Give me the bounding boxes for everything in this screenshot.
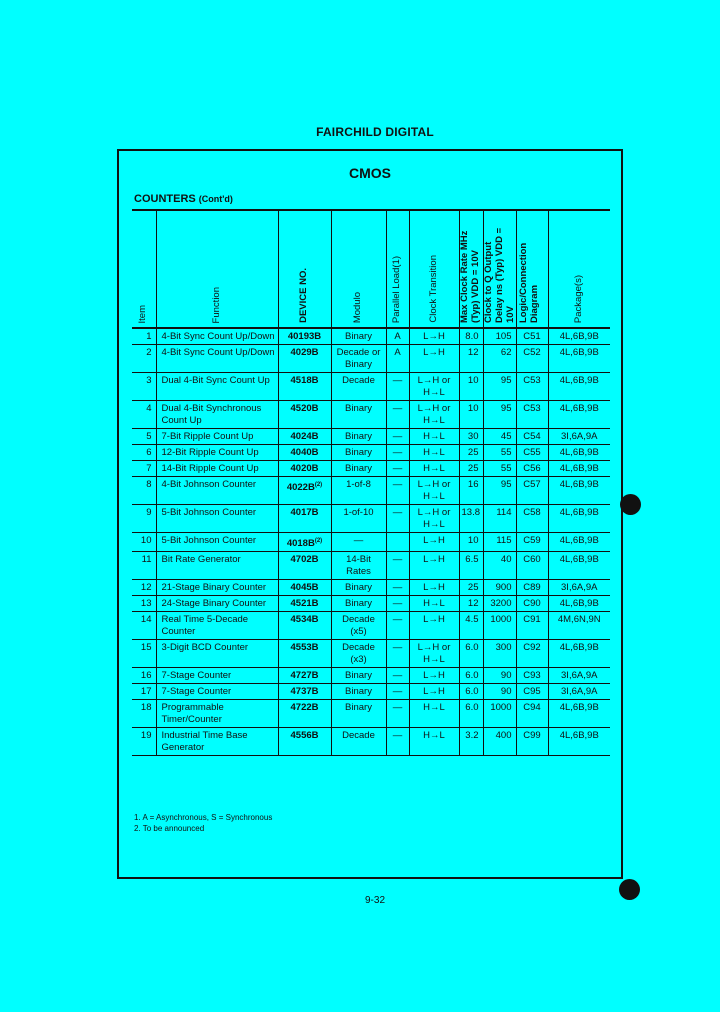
table-row bbox=[132, 505, 610, 533]
cell-delay: 900 bbox=[483, 580, 516, 596]
cell-diagram: C92 bbox=[516, 640, 548, 668]
cell-clock-transition: L→H or H→L bbox=[409, 373, 459, 401]
cell-diagram: C91 bbox=[516, 612, 548, 640]
cell-parallel-load: A bbox=[386, 328, 409, 345]
cell-delay: 95 bbox=[483, 401, 516, 429]
cell-function: 4-Bit Johnson Counter bbox=[156, 477, 278, 505]
cell-item: 9 bbox=[132, 505, 156, 533]
cell-device: 4702B bbox=[278, 552, 331, 580]
table-row bbox=[132, 477, 610, 505]
cell-function: 7-Bit Ripple Count Up bbox=[156, 429, 278, 445]
cell-clock-transition: L→H bbox=[409, 345, 459, 373]
cell-item: 14 bbox=[132, 612, 156, 640]
page-header: FAIRCHILD DIGITAL bbox=[316, 125, 434, 139]
cell-item: 15 bbox=[132, 640, 156, 668]
table-row bbox=[132, 728, 610, 756]
cell-modulo: Binary bbox=[331, 445, 386, 461]
cell-function: 5-Bit Johnson Counter bbox=[156, 505, 278, 533]
footnote-1: 1. A = Asynchronous, S = Synchronous bbox=[134, 813, 273, 822]
cell-parallel-load: — bbox=[386, 505, 409, 533]
cell-clock-rate: 25 bbox=[459, 445, 483, 461]
cell-modulo: Binary bbox=[331, 596, 386, 612]
cell-diagram: C58 bbox=[516, 505, 548, 533]
cell-parallel-load: A bbox=[386, 345, 409, 373]
cell-delay: 62 bbox=[483, 345, 516, 373]
cell-item: 12 bbox=[132, 580, 156, 596]
table-row bbox=[132, 552, 610, 580]
table-row bbox=[132, 684, 610, 700]
cell-clock-transition: H→L bbox=[409, 429, 459, 445]
cell-clock-rate: 6.0 bbox=[459, 668, 483, 684]
cell-function: Real Time 5-Decade Counter bbox=[156, 612, 278, 640]
cell-package: 4L,6B,9B bbox=[548, 401, 610, 429]
cell-delay: 55 bbox=[483, 445, 516, 461]
cell-package: 4L,6B,9B bbox=[548, 477, 610, 505]
cell-package: 3I,6A,9A bbox=[548, 580, 610, 596]
cell-parallel-load: — bbox=[386, 684, 409, 700]
cell-diagram: C89 bbox=[516, 580, 548, 596]
cell-diagram: C90 bbox=[516, 596, 548, 612]
cell-clock-rate: 8.0 bbox=[459, 328, 483, 345]
cell-delay: 55 bbox=[483, 461, 516, 477]
cell-delay: 90 bbox=[483, 684, 516, 700]
cell-modulo: Decade (x5) bbox=[331, 612, 386, 640]
cell-diagram: C53 bbox=[516, 373, 548, 401]
cell-clock-transition: L→H bbox=[409, 580, 459, 596]
cell-package: 4L,6B,9B bbox=[548, 445, 610, 461]
cell-clock-rate: 6.0 bbox=[459, 684, 483, 700]
cell-clock-rate: 3.2 bbox=[459, 728, 483, 756]
table-row bbox=[132, 461, 610, 477]
cell-clock-rate: 16 bbox=[459, 477, 483, 505]
cell-modulo: Decade (x3) bbox=[331, 640, 386, 668]
cell-function: Programmable Timer/Counter bbox=[156, 700, 278, 728]
footnotes bbox=[134, 812, 272, 834]
cell-device: 4518B bbox=[278, 373, 331, 401]
cell-package: 4L,6B,9B bbox=[548, 533, 610, 552]
cell-clock-transition: L→H or H→L bbox=[409, 640, 459, 668]
cell-clock-transition: H→L bbox=[409, 596, 459, 612]
cell-package: 4L,6B,9B bbox=[548, 328, 610, 345]
cell-package: 4L,6B,9B bbox=[548, 345, 610, 373]
cell-diagram: C56 bbox=[516, 461, 548, 477]
col-device: DEVICE NO. bbox=[278, 210, 331, 328]
binder-hole-dot bbox=[620, 494, 641, 515]
cell-clock-transition: H→L bbox=[409, 461, 459, 477]
cell-diagram: C53 bbox=[516, 401, 548, 429]
cell-clock-rate: 6.5 bbox=[459, 552, 483, 580]
cell-item: 18 bbox=[132, 700, 156, 728]
header-row bbox=[132, 210, 610, 328]
cell-function: 14-Bit Ripple Count Up bbox=[156, 461, 278, 477]
cell-function: Bit Rate Generator bbox=[156, 552, 278, 580]
table-row bbox=[132, 373, 610, 401]
cell-diagram: C57 bbox=[516, 477, 548, 505]
cell-modulo: Decade bbox=[331, 728, 386, 756]
cell-item: 6 bbox=[132, 445, 156, 461]
table-row bbox=[132, 700, 610, 728]
col-max-clock-rate: Max Clock Rate MHz (Typ) VDD = 10V bbox=[459, 210, 483, 328]
cell-device: 4520B bbox=[278, 401, 331, 429]
col-function: Function bbox=[156, 210, 278, 328]
cell-device: 4737B bbox=[278, 684, 331, 700]
table-row bbox=[132, 401, 610, 429]
cell-delay: 95 bbox=[483, 477, 516, 505]
cell-modulo: Binary bbox=[331, 328, 386, 345]
cell-device: 4020B bbox=[278, 461, 331, 477]
cell-item: 16 bbox=[132, 668, 156, 684]
table-row bbox=[132, 429, 610, 445]
cell-modulo: Decade bbox=[331, 373, 386, 401]
cell-clock-transition: H→L bbox=[409, 728, 459, 756]
cell-clock-transition: L→H or H→L bbox=[409, 401, 459, 429]
cell-clock-rate: 10 bbox=[459, 401, 483, 429]
cell-parallel-load: — bbox=[386, 552, 409, 580]
section-name: COUNTERS bbox=[134, 193, 196, 205]
cell-diagram: C51 bbox=[516, 328, 548, 345]
cell-parallel-load: — bbox=[386, 477, 409, 505]
cell-delay: 1000 bbox=[483, 612, 516, 640]
col-item: Item bbox=[132, 210, 156, 328]
device-footnote-mark: (2) bbox=[314, 538, 323, 544]
footnote-2: 2. To be announced bbox=[134, 824, 205, 833]
cell-item: 7 bbox=[132, 461, 156, 477]
cell-package: 4L,6B,9B bbox=[548, 505, 610, 533]
cell-item: 4 bbox=[132, 401, 156, 429]
cell-clock-transition: L→H bbox=[409, 684, 459, 700]
cell-parallel-load: — bbox=[386, 461, 409, 477]
cell-parallel-load: — bbox=[386, 612, 409, 640]
cell-package: 4L,6B,9B bbox=[548, 373, 610, 401]
cell-clock-rate: 6.0 bbox=[459, 700, 483, 728]
section-title bbox=[134, 193, 233, 205]
cell-clock-transition: L→H bbox=[409, 533, 459, 552]
cell-item: 10 bbox=[132, 533, 156, 552]
cell-parallel-load: — bbox=[386, 401, 409, 429]
cell-modulo: Binary bbox=[331, 401, 386, 429]
cell-package: 4L,6B,9B bbox=[548, 640, 610, 668]
cell-device: 4024B bbox=[278, 429, 331, 445]
table-row bbox=[132, 668, 610, 684]
cell-parallel-load: — bbox=[386, 580, 409, 596]
cell-delay: 115 bbox=[483, 533, 516, 552]
cell-device: 4045B bbox=[278, 580, 331, 596]
cell-modulo: Decade or Binary bbox=[331, 345, 386, 373]
cell-parallel-load: — bbox=[386, 728, 409, 756]
cell-function: 7-Stage Counter bbox=[156, 668, 278, 684]
col-diagram: Logic/Connection Diagram bbox=[516, 210, 548, 328]
table-row bbox=[132, 580, 610, 596]
cell-function: 7-Stage Counter bbox=[156, 684, 278, 700]
cell-clock-transition: L→H bbox=[409, 668, 459, 684]
cell-clock-rate: 30 bbox=[459, 429, 483, 445]
col-packages: Package(s) bbox=[548, 210, 610, 328]
table-row bbox=[132, 445, 610, 461]
cell-diagram: C59 bbox=[516, 533, 548, 552]
cell-delay: 1000 bbox=[483, 700, 516, 728]
cell-diagram: C54 bbox=[516, 429, 548, 445]
cell-clock-transition: H→L bbox=[409, 445, 459, 461]
cell-modulo: Binary bbox=[331, 668, 386, 684]
cell-parallel-load: — bbox=[386, 429, 409, 445]
cell-clock-rate: 13.8 bbox=[459, 505, 483, 533]
cell-modulo: Binary bbox=[331, 684, 386, 700]
cell-package: 3I,6A,9A bbox=[548, 668, 610, 684]
cell-package: 4L,6B,9B bbox=[548, 552, 610, 580]
cell-item: 17 bbox=[132, 684, 156, 700]
cell-device: 4722B bbox=[278, 700, 331, 728]
section-suffix: (Cont'd) bbox=[198, 194, 233, 204]
cell-clock-rate: 25 bbox=[459, 461, 483, 477]
cell-diagram: C99 bbox=[516, 728, 548, 756]
cell-parallel-load: — bbox=[386, 640, 409, 668]
table-row bbox=[132, 328, 610, 345]
cell-package: 3I,6A,9A bbox=[548, 429, 610, 445]
cell-function: 12-Bit Ripple Count Up bbox=[156, 445, 278, 461]
cell-item: 1 bbox=[132, 328, 156, 345]
cell-device: 4727B bbox=[278, 668, 331, 684]
cell-function: Dual 4-Bit Synchronous Count Up bbox=[156, 401, 278, 429]
cell-parallel-load: — bbox=[386, 700, 409, 728]
cell-package: 4L,6B,9B bbox=[548, 700, 610, 728]
cell-device: 4553B bbox=[278, 640, 331, 668]
cell-clock-transition: L→H bbox=[409, 328, 459, 345]
cell-function: 21-Stage Binary Counter bbox=[156, 580, 278, 596]
cell-item: 13 bbox=[132, 596, 156, 612]
cell-device: 40193B bbox=[278, 328, 331, 345]
cell-function: 4-Bit Sync Count Up/Down bbox=[156, 328, 278, 345]
cell-package: 4M,6N,9N bbox=[548, 612, 610, 640]
cell-clock-transition: L→H bbox=[409, 612, 459, 640]
cell-parallel-load: — bbox=[386, 596, 409, 612]
cell-clock-rate: 6.0 bbox=[459, 640, 483, 668]
cell-modulo: 1-of-10 bbox=[331, 505, 386, 533]
cell-diagram: C93 bbox=[516, 668, 548, 684]
table-row bbox=[132, 612, 610, 640]
cell-clock-transition: L→H or H→L bbox=[409, 505, 459, 533]
cell-clock-rate: 12 bbox=[459, 596, 483, 612]
cell-clock-rate: 25 bbox=[459, 580, 483, 596]
cell-diagram: C95 bbox=[516, 684, 548, 700]
page-number: 9-32 bbox=[364, 895, 385, 906]
table-row bbox=[132, 640, 610, 668]
cell-clock-rate: 10 bbox=[459, 533, 483, 552]
cell-modulo: 14-Bit Rates bbox=[331, 552, 386, 580]
cell-item: 5 bbox=[132, 429, 156, 445]
cell-clock-transition: L→H bbox=[409, 552, 459, 580]
cell-parallel-load bbox=[386, 533, 409, 552]
cell-clock-transition: H→L bbox=[409, 700, 459, 728]
cell-clock-rate: 12 bbox=[459, 345, 483, 373]
cell-function: 5-Bit Johnson Counter bbox=[156, 533, 278, 552]
cell-device: 4017B bbox=[278, 505, 331, 533]
cell-diagram: C52 bbox=[516, 345, 548, 373]
cell-function: Dual 4-Bit Sync Count Up bbox=[156, 373, 278, 401]
cell-delay: 40 bbox=[483, 552, 516, 580]
cell-delay: 300 bbox=[483, 640, 516, 668]
table-body bbox=[132, 328, 610, 756]
cell-device: 4029B bbox=[278, 345, 331, 373]
cell-item: 11 bbox=[132, 552, 156, 580]
col-clock-transition: Clock Transition bbox=[409, 210, 459, 328]
cell-parallel-load: — bbox=[386, 668, 409, 684]
cell-device: 4040B bbox=[278, 445, 331, 461]
cell-package: 4L,6B,9B bbox=[548, 461, 610, 477]
cell-function: 3-Digit BCD Counter bbox=[156, 640, 278, 668]
table-row bbox=[132, 596, 610, 612]
counters-table bbox=[132, 209, 610, 756]
cell-device: 4556B bbox=[278, 728, 331, 756]
cell-device: 4521B bbox=[278, 596, 331, 612]
col-modulo: Modulo bbox=[331, 210, 386, 328]
cell-parallel-load: — bbox=[386, 445, 409, 461]
cell-device: $4018B^{(2)}$ bbox=[278, 533, 331, 552]
cell-clock-rate: 10 bbox=[459, 373, 483, 401]
cell-item: 19 bbox=[132, 728, 156, 756]
cell-diagram: C94 bbox=[516, 700, 548, 728]
cell-modulo: 1-of-8 bbox=[331, 477, 386, 505]
cell-package: 4L,6B,9B bbox=[548, 596, 610, 612]
col-clock-to-q: Clock to Q Output Delay ns (Typ) VDD = 10V bbox=[483, 210, 516, 328]
col-parallel-load: Parallel Load(1) bbox=[386, 210, 409, 328]
cell-modulo: Binary bbox=[331, 580, 386, 596]
cell-device: 4534B bbox=[278, 612, 331, 640]
cell-delay: 105 bbox=[483, 328, 516, 345]
cell-modulo: — bbox=[331, 533, 386, 552]
cell-modulo: Binary bbox=[331, 700, 386, 728]
cell-delay: 90 bbox=[483, 668, 516, 684]
cell-device: $4022B^{(2)}$ bbox=[278, 477, 331, 505]
cell-delay: 45 bbox=[483, 429, 516, 445]
cell-parallel-load: — bbox=[386, 373, 409, 401]
binder-hole-dot bbox=[619, 879, 640, 900]
cell-modulo: Binary bbox=[331, 429, 386, 445]
cell-clock-transition: L→H or H→L bbox=[409, 477, 459, 505]
cell-delay: 95 bbox=[483, 373, 516, 401]
device-footnote-mark: (2) bbox=[314, 482, 323, 488]
cell-modulo: Binary bbox=[331, 461, 386, 477]
cell-function: Industrial Time Base Generator bbox=[156, 728, 278, 756]
cell-delay: 3200 bbox=[483, 596, 516, 612]
cell-delay: 400 bbox=[483, 728, 516, 756]
cell-clock-rate: 4.5 bbox=[459, 612, 483, 640]
table-row bbox=[132, 345, 610, 373]
cell-package: 4L,6B,9B bbox=[548, 728, 610, 756]
cell-function: 24-Stage Binary Counter bbox=[156, 596, 278, 612]
cell-package: 3I,6A,9A bbox=[548, 684, 610, 700]
cell-item: 8 bbox=[132, 477, 156, 505]
cell-item: 2 bbox=[132, 345, 156, 373]
box-title: CMOS bbox=[349, 165, 391, 181]
cell-item: 3 bbox=[132, 373, 156, 401]
cell-delay: 114 bbox=[483, 505, 516, 533]
cell-diagram: C60 bbox=[516, 552, 548, 580]
table-row bbox=[132, 533, 610, 552]
cell-diagram: C55 bbox=[516, 445, 548, 461]
cell-function: 4-Bit Sync Count Up/Down bbox=[156, 345, 278, 373]
